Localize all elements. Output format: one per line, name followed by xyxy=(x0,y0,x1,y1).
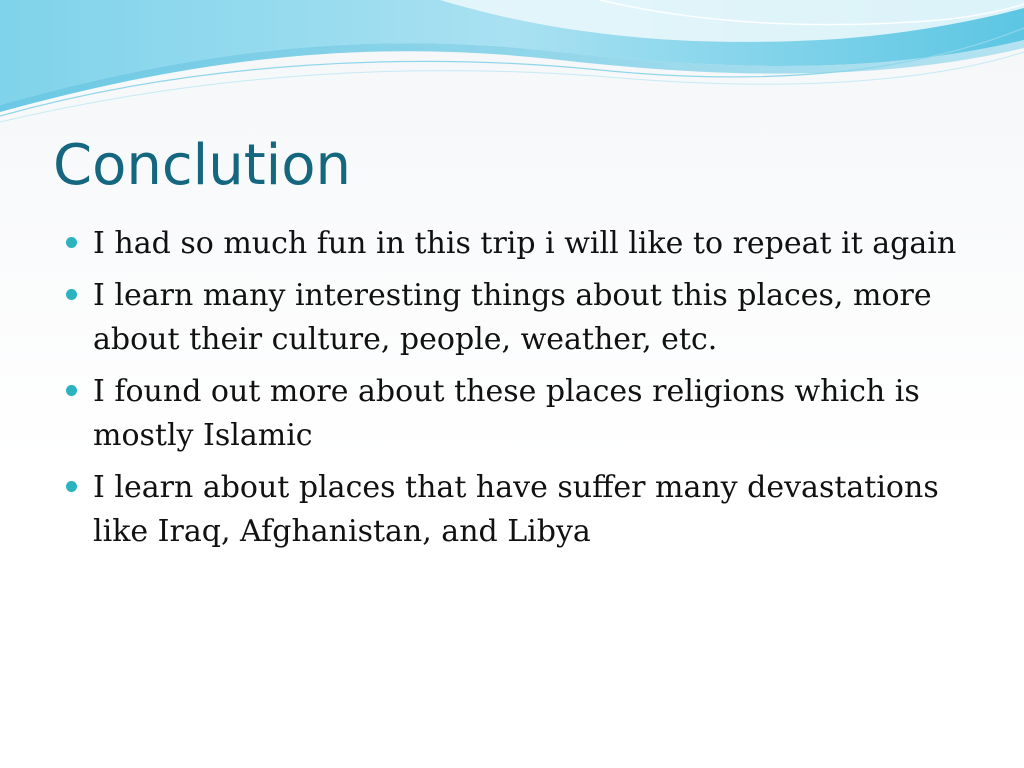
bullet-list xyxy=(66,222,966,562)
bullet-text: I had so much fun in this trip i will like to repeat it again xyxy=(93,226,957,261)
bullet-item xyxy=(66,466,966,554)
bullet-text: I learn many interesting things about this places, more about their culture, people, weather, etc. xyxy=(93,278,932,357)
bullet-item xyxy=(66,222,966,266)
bullet-text: I found out more about these places religions which is mostly Islamic xyxy=(93,374,920,453)
bullet-item xyxy=(66,274,966,362)
bullet-dot-icon xyxy=(66,385,77,396)
bullet-dot-icon xyxy=(66,481,77,492)
bullet-dot-icon xyxy=(66,289,77,300)
slide-title: Conclution xyxy=(53,133,351,198)
bullet-dot-icon xyxy=(66,237,77,248)
bullet-text: I learn about places that have suffer many devastations like Iraq, Afghanistan, and Libya xyxy=(93,470,939,549)
header-wave-decoration xyxy=(0,0,1024,130)
bullet-item xyxy=(66,370,966,458)
